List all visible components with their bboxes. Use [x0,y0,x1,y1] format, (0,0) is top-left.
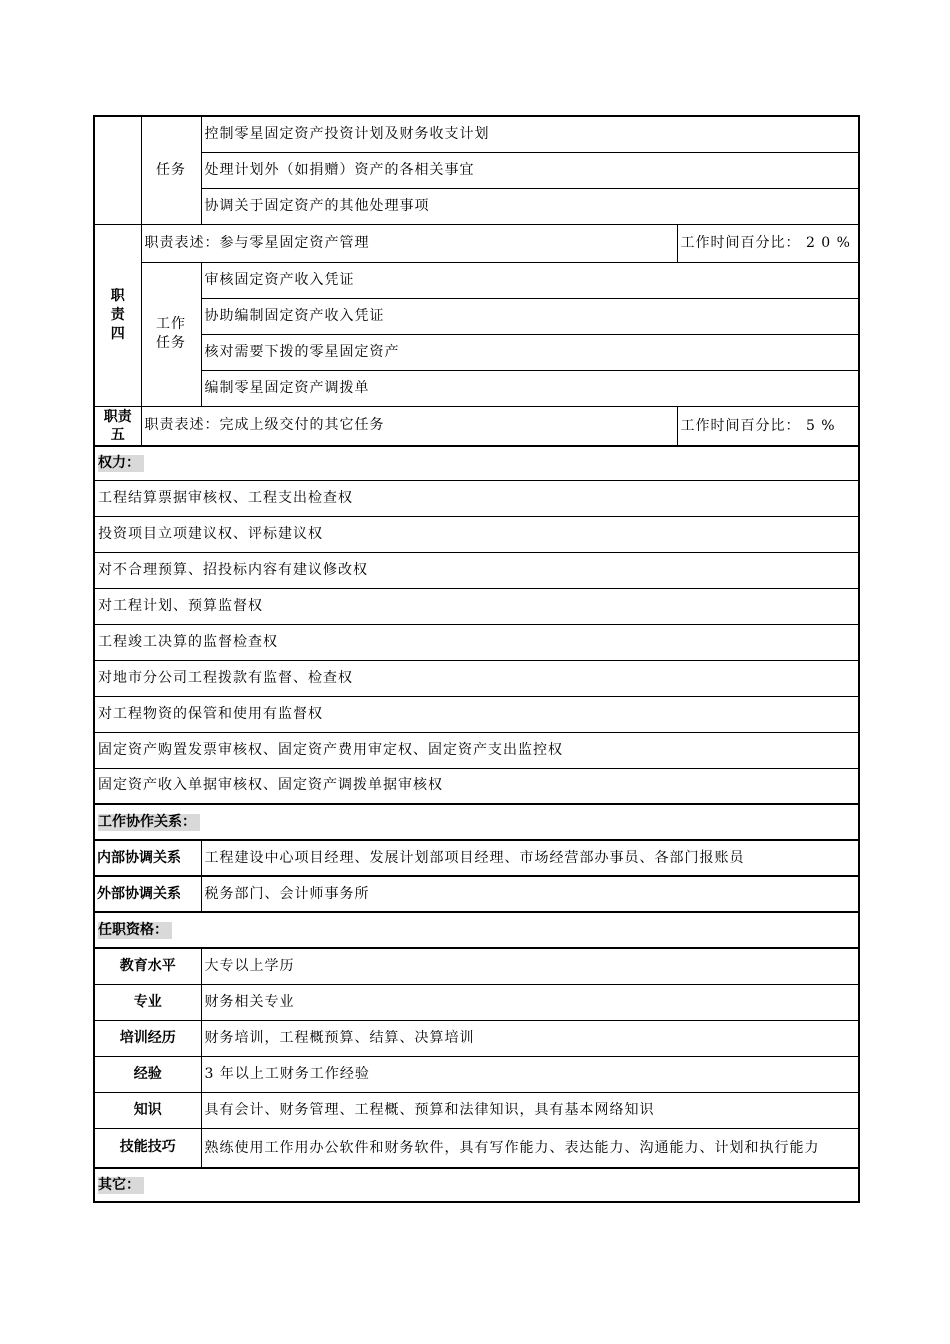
relations-section-header [94,804,859,840]
power-item: 对工程计划、预算监督权 [94,588,859,624]
relations-title: 工作协作关系： [98,814,200,831]
internal-relations-label: 内部协调关系 [94,840,201,876]
power-item: 工程竣工决算的监督检查权 [94,624,859,660]
power-item: 固定资产购置发票审核权、固定资产费用审定权、固定资产支出监控权 [94,732,859,768]
external-relations-value: 税务部门、会计师事务所 [201,876,859,912]
powers-section-header [94,446,859,480]
qualifications-section-header [94,912,859,948]
internal-relations-value: 工程建设中心项目经理、发展计划部项目经理、市场经营部办事员、各部门报账员 [201,840,859,876]
experience-label: 经验 [94,1056,201,1092]
training-label: 培训经历 [94,1020,201,1056]
duty3-label-cell [94,116,141,224]
job-description-sheet [93,115,858,1203]
duty4-task-3: 核对需要下拨的零星固定资产 [201,334,859,370]
duty5-label: 职责 五 [94,406,141,446]
powers-title: 权力： [98,455,144,472]
duty4-label: 职 责 四 [94,224,141,406]
skills-label: 技能技巧 [94,1128,201,1168]
training-value: 财务培训，工程概预算、结算、决算培训 [201,1020,859,1056]
other-title: 其它： [98,1177,144,1194]
power-item: 对工程物资的保管和使用有监督权 [94,696,859,732]
power-item: 工程结算票据审核权、工程支出检查权 [94,480,859,516]
duty5-description: 职责表述：完成上级交付的其它任务 [141,406,677,446]
power-item: 固定资产收入单据审核权、固定资产调拨单据审核权 [94,768,859,804]
major-value: 财务相关专业 [201,984,859,1020]
duty3-task-2: 处理计划外（如捐赠）资产的各相关事宜 [201,152,859,188]
power-item: 对不合理预算、招投标内容有建议修改权 [94,552,859,588]
external-relations-label: 外部协调关系 [94,876,201,912]
duty4-task-4: 编制零星固定资产调拨单 [201,370,859,406]
job-description-table [93,115,860,1203]
duty4-time-percentage: 工作时间百分比： 2 0 % [677,224,859,262]
duty4-task-label: 工作 任务 [141,262,201,406]
experience-value: 3 年以上工财务工作经验 [201,1056,859,1092]
major-label: 专业 [94,984,201,1020]
qualifications-title: 任职资格： [98,922,172,939]
knowledge-label: 知识 [94,1092,201,1128]
skills-value: 熟练使用工作用办公软件和财务软件，具有写作能力、表达能力、沟通能力、计划和执行能力 [201,1128,859,1168]
duty3-task-3: 协调关于固定资产的其他处理事项 [201,188,859,224]
duty4-task-1: 审核固定资产收入凭证 [201,262,859,298]
power-item: 对地市分公司工程拨款有监督、检查权 [94,660,859,696]
education-value: 大专以上学历 [201,948,859,984]
duty5-time-percentage: 工作时间百分比： 5 % [677,406,859,446]
power-item: 投资项目立项建议权、评标建议权 [94,516,859,552]
education-label: 教育水平 [94,948,201,984]
duty3-task-label: 任务 [141,116,201,224]
knowledge-value: 具有会计、财务管理、工程概、预算和法律知识，具有基本网络知识 [201,1092,859,1128]
duty4-description: 职责表述：参与零星固定资产管理 [141,224,677,262]
duty3-task-1: 控制零星固定资产投资计划及财务收支计划 [201,116,859,152]
duty4-task-2: 协助编制固定资产收入凭证 [201,298,859,334]
other-section-header [94,1168,859,1202]
